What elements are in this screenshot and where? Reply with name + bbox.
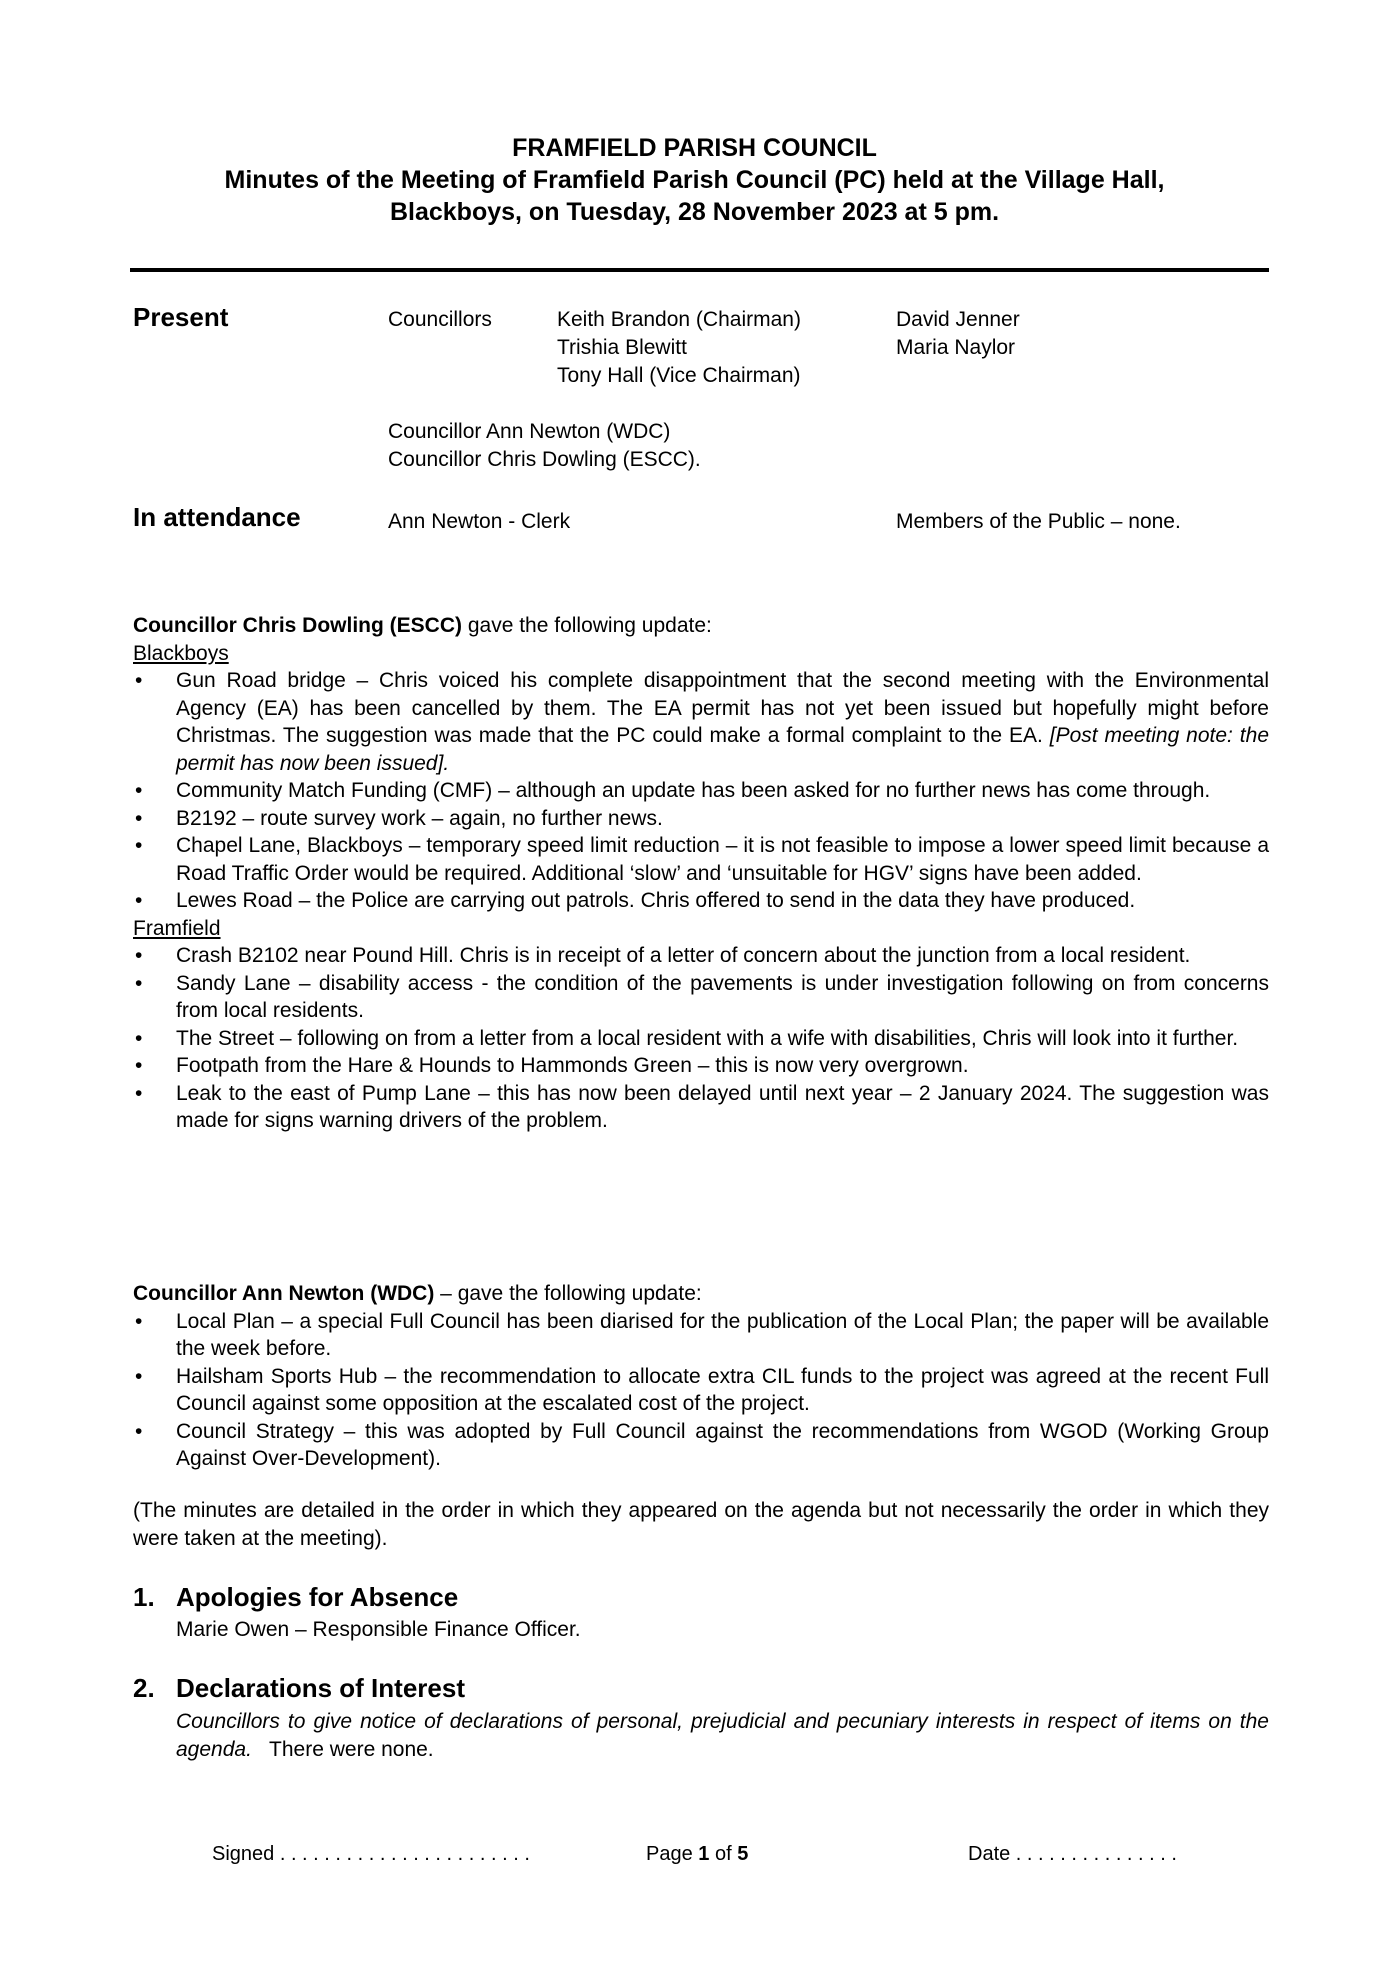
- other-councillor: Councillor Ann Newton (WDC): [388, 420, 671, 443]
- list-item: • Local Plan – a special Full Council has been diarised for the publication of the Local Plan; the paper will be available the week before.: [133, 1308, 1269, 1363]
- attendance-public: Members of the Public – none.: [896, 510, 1181, 533]
- date-line: Date . . . . . . . . . . . . . . .: [968, 1843, 1177, 1865]
- councillors-list-col1: [557, 306, 801, 390]
- councillor-name: Trishia Blewitt: [557, 336, 687, 359]
- councillor-name: Keith Brandon (Chairman): [557, 308, 801, 331]
- escc-update-intro: [133, 612, 1269, 640]
- councillor-name: Maria Naylor: [896, 336, 1016, 359]
- page-number: [646, 1843, 748, 1866]
- escc-councillor: Councillor Chris Dowling (ESCC): [133, 614, 462, 637]
- meeting-title-line2: Blackboys, on Tuesday, 28 November 2023 at 5 pm.: [389, 198, 1000, 226]
- section-title: Declarations of Interest: [176, 1673, 465, 1703]
- councillors-label: Councillors: [388, 308, 492, 331]
- list-item: • Footpath from the Hare & Hounds to Hammonds Green – this is now very overgrown.: [133, 1052, 1269, 1080]
- attendance-clerk: Ann Newton - Clerk: [388, 510, 571, 533]
- header-divider: [130, 268, 1269, 272]
- list-item: • Council Strategy – this was adopted by Full Council against the recommendations from WGOD (Working Group Against Over-Development).: [133, 1418, 1269, 1473]
- council-name: FRAMFIELD PARISH COUNCIL: [512, 134, 877, 162]
- document-title: [0, 132, 1389, 228]
- list-item: • The Street – following on from a letter from a local resident with a wife with disabilities, Chris will look into it further.: [133, 1025, 1269, 1053]
- list-item: • Leak to the east of Pump Lane – this has now been delayed until next year – 2 January 2024. The suggestion was made for signs warning drivers of the problem.: [133, 1080, 1269, 1135]
- post-meeting-note: [Post meeting note: the permit has now been issued].: [176, 724, 1269, 775]
- councillor-name: Tony Hall (Vice Chairman): [557, 364, 801, 387]
- wdc-councillor: Councillor Ann Newton (WDC): [133, 1282, 435, 1305]
- section-number: 2.: [133, 1673, 155, 1703]
- section-1-heading: [133, 1582, 458, 1613]
- page-total: 5: [737, 1843, 749, 1865]
- order-note: (The minutes are detailed in the order in which they appeared on the agenda but not necessarily the order in which they were taken at the meeting).: [133, 1499, 1269, 1550]
- list-item: • Chapel Lane, Blackboys – temporary speed limit reduction – it is not feasible to impose a lower speed limit because a Road Traffic Order would be required. Additional ‘slow’ and ‘unsuitable for HGV’ signs have been added.: [133, 832, 1269, 887]
- blackboys-list: [133, 667, 1269, 915]
- item-text: Gun Road bridge – Chris voiced his complete disappointment that the second meeting with the Environmental Agency (EA) has been cancelled by them. The EA permit has not yet been issued but hopefully might before Christmas. The suggestion was made that the PC could make a formal complaint to the EA.: [176, 669, 1269, 747]
- section-2-heading: [133, 1673, 465, 1704]
- list-item: • B2192 – route survey work – again, no further news.: [133, 805, 1269, 833]
- wdc-update: [133, 1280, 1269, 1473]
- other-councillor: Councillor Chris Dowling (ESCC).: [388, 448, 701, 471]
- other-councillors: [388, 418, 701, 474]
- section-2-body: [176, 1708, 1269, 1763]
- framfield-list: [133, 942, 1269, 1135]
- section-number: 1.: [133, 1582, 155, 1612]
- councillors-list-col2: [896, 306, 1020, 362]
- wdc-update-intro: [133, 1280, 1269, 1308]
- wdc-intro-text: – gave the following update:: [434, 1282, 702, 1305]
- section-1-body: Marie Owen – Responsible Finance Officer.: [176, 1618, 581, 1641]
- list-item: • Hailsham Sports Hub – the recommendation to allocate extra CIL funds to the project was agreed at the recent Full Council against some opposition at the escalated cost of the project.: [133, 1363, 1269, 1418]
- councillor-name: David Jenner: [896, 308, 1020, 331]
- list-item: • Sandy Lane – disability access - the condition of the pavements is under investigation following on from concerns from local residents.: [133, 970, 1269, 1025]
- page-current: 1: [698, 1843, 710, 1865]
- framfield-heading: Framfield: [133, 916, 221, 940]
- list-item: • Lewes Road – the Police are carrying out patrols. Chris offered to send in the data they have produced.: [133, 887, 1269, 915]
- escc-intro-text: gave the following update:: [462, 614, 712, 637]
- list-item: • Community Match Funding (CMF) – although an update has been asked for no further news has come through.: [133, 777, 1269, 805]
- page-of: of: [709, 1843, 738, 1865]
- blackboys-heading: Blackboys: [133, 641, 229, 665]
- signature-line: Signed . . . . . . . . . . . . . . . . . . . . . . .: [212, 1843, 530, 1865]
- page-prefix: Page: [646, 1843, 699, 1865]
- section-title: Apologies for Absence: [176, 1582, 459, 1612]
- declaration-instruction: Councillors to give notice of declarations of personal, prejudicial and pecuniary interests in respect of items on the agenda.: [176, 1710, 1269, 1761]
- wdc-list: [133, 1308, 1269, 1473]
- list-item: [133, 667, 1269, 777]
- attendance-label: In attendance: [133, 502, 301, 532]
- list-item: • Crash B2102 near Pound Hill. Chris is in receipt of a letter of concern about the junction from a local resident.: [133, 942, 1269, 970]
- escc-update: [133, 612, 1269, 1135]
- declaration-result: There were none.: [251, 1737, 434, 1761]
- present-label: Present: [133, 302, 229, 332]
- meeting-title-line1: Minutes of the Meeting of Framfield Parish Council (PC) held at the Village Hall,: [224, 166, 1165, 194]
